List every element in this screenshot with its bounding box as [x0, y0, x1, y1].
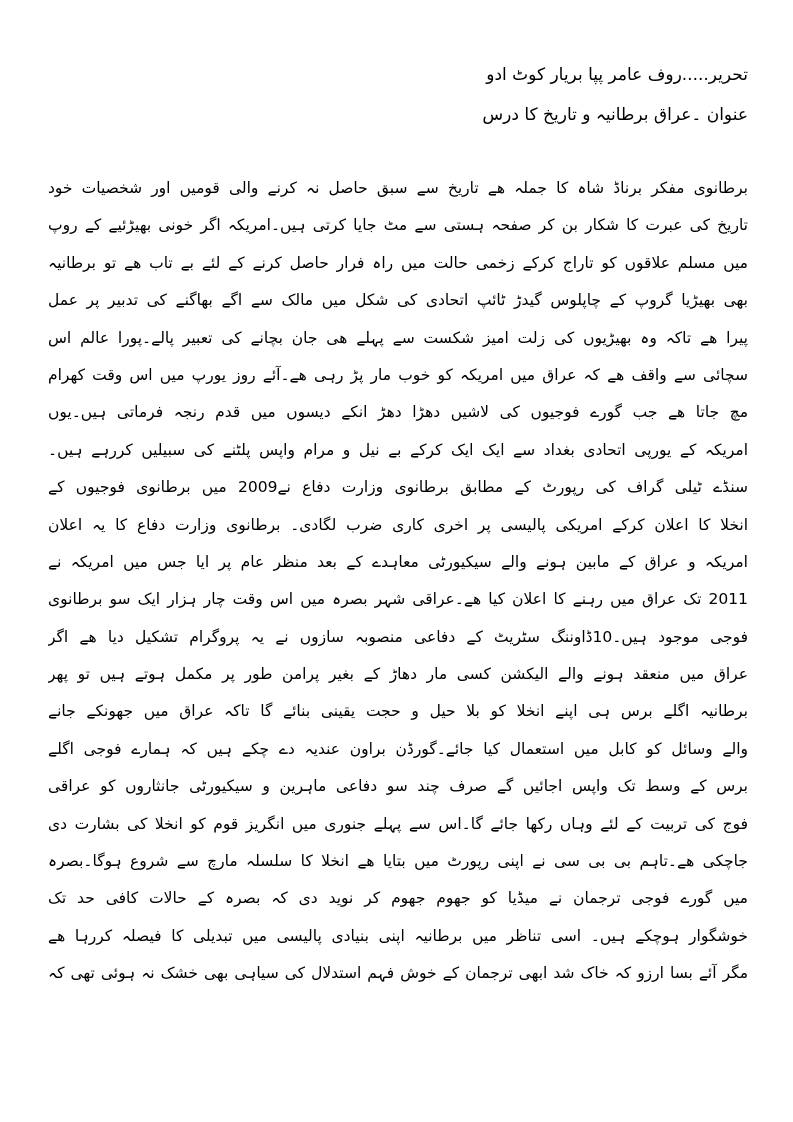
body-line: خوشگوار ہوچکے ہیں۔ اسی تناظر میں برطانیہ اپنی بنیادی پالیسی میں تبدیلی کا فیصلہ کررہا ھے [48, 926, 748, 945]
body-line: امریکہ کے یورپی اتحادی بغداد سے ایک ایک کرکے بے نیل و مرام واپس پلٹنے کی سبیلیں کررہے ہیں۔ [48, 440, 748, 459]
body-line: والے وسائل کو کابل میں استعمال کیا جائے۔گورڈن براون عندیہ دے چکے ہیں کہ ہمارے فوجی اگلے [48, 739, 748, 758]
body-line: تاریخ کی عبرت کا شکار بن کر صفحہ ہستی سے مٹ جایا کرتی ہیں۔امریکہ اگر خونی بھیڑئیے کے روپ [48, 216, 748, 235]
body-line: مگر آئے بسا ارزو کہ خاک شد ابھی ترجمان کے خوش فہم استدلال کی سیاہی بھی خشک نہ ہوئی تھی کہ [48, 964, 748, 983]
body-line: سچائی سے واقف ھے کہ عراق میں امریکہ کو خوب مار پڑ رہی ھے۔آئے روز یورپ میں اس وقت کھرام [48, 365, 748, 384]
body-line: میں گورے فوجی ترجمان نے میڈیا کو جھوم جھوم کر نوید دی کہ بصرہ کے حالات کافی حد تک [48, 889, 748, 908]
body-line: برطانوی مفکر برناڈ شاہ کا جملہ ھے تاریخ سے سبق حاصل نہ کرنے والی قومیں اور شخصیات خود [48, 179, 748, 197]
body-line: انخلا کا اعلان کرکے امریکی پالیسی پر اخری کاری ضرب لگادی۔ برطانوی وزارت دفاع کا یہ اعلان [48, 515, 748, 534]
body-line: امریکہ و عراق کے مابین ہونے والے سیکیورٹی معاہدے کے بعد منظر عام پر ایا جس میں امریکہ نے [48, 552, 748, 571]
body-line: میں مسلم علاقوں کو تاراج کرکے زخمی حالت میں راہ فرار حاصل کرنے کے لئے بے تاب ھے تو برطانیہ [48, 253, 748, 272]
body-line: پیرا ھے تاکہ وہ بھیڑیوں کی زلت امیز شکست سے پہلے ھی جان بچانے کی تعبیر پالے۔پورا عالم اس [48, 328, 748, 347]
article-body [48, 176, 748, 999]
title-line: عنوان ۔عراق برطانیہ و تاریخ کا درس [482, 105, 748, 125]
body-line: فوج کی تربیت کے لئے وہاں رکھا جائے گا۔اس سے پہلے جنوری میں انگریز قوم کو انخلا کی بشارت دی [48, 814, 748, 833]
body-line: برطانیہ اگلے برس ہی اپنے انخلا کو بلا حیل و حجت یقینی بنائے گا تاکہ عراق میں جھونکے جانے [48, 702, 748, 721]
body-line: فوجی موجود ہیں۔10ڈاوننگ سٹریٹ کے دفاعی منصوبہ سازوں نے یہ پروگرام تشکیل دیا ھے اگر [48, 627, 748, 646]
body-line: بھی بھیڑیا گروپ کے چاپلوس گیدڑ ٹائپ اتحادی کی شکل میں مالک سے اگے بھاگنے کی تدبیر پر عمل [48, 291, 748, 310]
body-line: عراق میں منعقد ہونے والے الیکشن کسی مار دھاڑ کے بغیر پرامن طور پر مکمل ہوتے ہیں تو پھر [48, 665, 748, 684]
body-line: مچ جاتا ھے جب گورے فوجیوں کی لاشیں دھڑا دھڑ انکے دیسوں میں قدم رنجہ فرماتی ہیں۔یوں [48, 403, 748, 422]
body-line: 2011 تک عراق میں رہنے کا اعلان کیا ھے۔عراقی شہر بصرہ میں اس وقت چار ہزار ایک سو برطانوی [48, 590, 748, 609]
body-line: برس کے وسط تک واپس اجائیں گے صرف چند سو دفاعی ماہرین و سیکیورٹی جانثاروں کو عراقی [48, 777, 748, 796]
body-line: سنڈے ٹیلی گراف کی رپورٹ کے مطابق برطانوی وزارت دفاع نے2009 میں برطانوی فوجیوں کے [48, 478, 748, 497]
body-line: جاچکی ھے۔تاہم بی بی سی نے اپنی رپورٹ میں بتایا ھے انخلا کا سلسلہ مارچ سے شروع ہوگا۔بصرہ [48, 852, 748, 871]
author-line: تحریر.....روف عامر پپا بریار کوٹ ادو [486, 65, 748, 85]
